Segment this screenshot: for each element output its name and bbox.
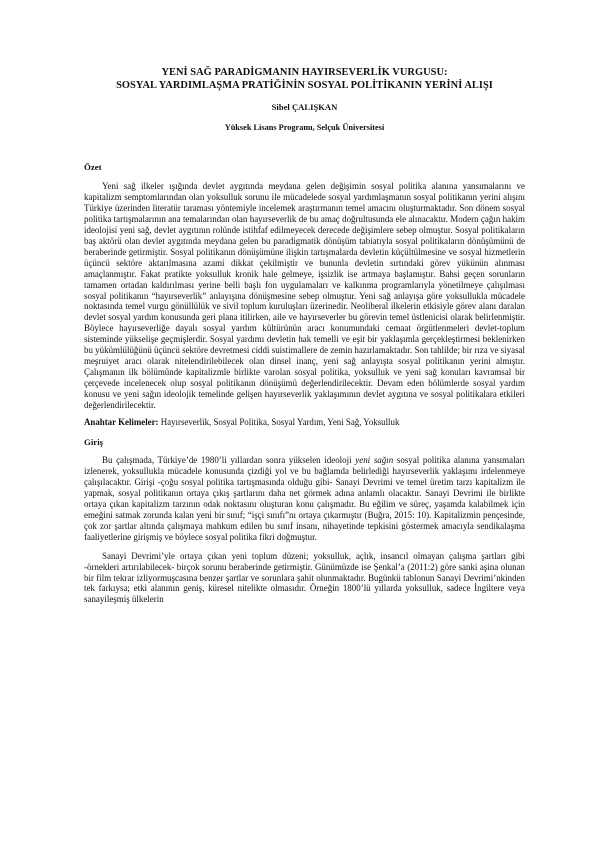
title-line-1: YENİ SAĞ PARADİGMANIN HAYIRSEVERLİK VURGUSU: bbox=[161, 67, 448, 78]
keywords-text: Hayırseverlik, Sosyal Politika, Sosyal Yardım, Yeni Sağ, Yoksulluk bbox=[160, 417, 400, 428]
paper-title bbox=[84, 66, 525, 92]
author-name: Sibel ÇALIŞKAN bbox=[271, 102, 338, 112]
keywords-label: Anahtar Kelimeler: bbox=[84, 417, 159, 428]
title-line-2: SOSYAL YARDIMLAŞMA PRATİĞİNİN SOSYAL POLİTİKANIN YERİNİ ALIŞI bbox=[116, 80, 493, 91]
paper-page bbox=[84, 66, 525, 605]
intro-heading: Giriş bbox=[84, 436, 104, 447]
intro-p1-start: Bu çalışmada, Türkiye’de 1980’li yıllardan sonra yükselen ideoloji bbox=[102, 454, 356, 465]
abstract-heading: Özet bbox=[84, 162, 102, 172]
author-affiliation: Yüksek Lisans Programı, Selçuk Üniversitesi bbox=[224, 123, 385, 132]
intro-paragraph-1 bbox=[84, 455, 525, 543]
abstract-text: Yeni sağ ilkeler ışığında devlet aygıtında meydana gelen değişimin sosyal politika alanına yansımalarını ve kapitalizm semptomlarından olan yoksulluk sorunu ile mücadelede sosyal yardımlaşmanın sosyal politikanın yerini alışını Türkiye üzerinden literatür taraması yöntemiyle incelemek araştırmanın temel amacını oluşturmaktadır. Son dönem sosyal politika tartışmalarının ana temalarından olan hayırseverlik de bu amaç doğrultusunda ele alınacaktır. Modern çağın hakim ideolojisi yeni sağ, devlet aygıtının rolünde istihfaf edilmeyecek derecede değişimlere sebep olmuştur. Sosyal politikaların baş aktörü olan devlet aygıtında meydana gelen bu paradigmatik dönüşüm tabiatıyla sosyal politikaların dönüşümünü de beraberinde getirmiştir. Sosyal politikanın dönüşümüne ilişkin tartışmalarda devletin küçültülmesine ve sosyal hizmetlerin üçüncü sektöre aktarılmasına azami dikkat çekilmiştir ve bununla devletin sırtındaki görev yükünün alınması amaçlanmıştır. Fakat pratikte yoksulluk kronik hale gelmeye, işsizlik ise artmaya başlamıştır. Bahsi geçen sorunların tamamen ortadan kaldırılması yerine belli başlı fon uygulamaları ve kalkınma programlarıyla yönetilmeye çalışılması sosyal politikanın “hayırseverlik” anlayışına dönüşmesine sebep olmuştur. Yeni sağ anlayışa göre yoksullukla mücadele noktasında temel vurgu gönüllülük ve sivil toplum kuruluşları üzerinedir. Neoliberal ilkelerin etkisiyle görev alanı daralan devlet sosyal yardım konusunda geri plana itilirken, aile ve hayırseverler bu görevin temel üstlenicisi olarak belirlenmiştir. Böylece hayırseverliğe dayalı sosyal yardım kültürünün aracı konumundaki cemaat örgütlenmeleri devlet-toplum sisteminde yükselişe geçmişlerdir. Sosyal yardımı devletin hak temelli ve eşit bir yaklaşımla gerçekleştirmesi beklenirken bu yükümlülüğünü üçüncü sektöre devretmesi ciddi suistimallere de zemin hazırlamaktadır. Son tahlilde; bir rıza ve siyasal meşruiyet aracı olarak nitelendirilebilecek olan dinsel inanç, yeni sağ anlayışta sosyal politikanın yerini almıştır. Çalışmanın ilk bölümünde kapitalizmle birlikte varolan sosyal politika, yoksulluk ve yeni sağ konuları kavramsal bir çerçevede incelenecek olup sosyal politikanın dönüşümü değerlendirilecektir. Devam eden bölümlerde sosyal yardım konusu ve yeni sağın ideolojik temelinde gelişen hayırseverlik yaklaşımının devlet aygıtına ve sosyal politikalara etkileri değerlendirilecektir. bbox=[84, 181, 525, 411]
intro-p1-italic: yeni sağın bbox=[355, 454, 394, 465]
intro-paragraph-2: Sanayi Devrimi’yle ortaya çıkan yeni toplum düzeni; yoksulluk, açlık, insancıl olmayan çalışma şartları gibi -örnekleri artırılabilecek- birçok sorunu beraberinde getirmiştir. Günümüzde ise Şenkal’a (2011:2) göre sanki aşina olunan bir film tekrar izliyormuşcasına benzer şartlar ve sorunlara şahit olunmaktadır. Bugünkü tablonun Sanayi Devrimi’nkinden tek farkıysa; etki alanının geniş, küresel nitelikte olmasıdır. Örneğin 1800’lü yıllarda yoksulluk, sadece İngiltere veya sanayileşmiş ülkelerin bbox=[84, 550, 525, 605]
keywords-line bbox=[84, 417, 525, 428]
intro-p1-rest: sosyal politika alanına yansımaları izlenerek, yoksullukla mücadele konusunda çizdiği yol ve bu bağlamda belirlediği hayırseverlik yaklaşımı irdelenmeye çalışılacaktır. Girişi -çoğu sosyal politika tartışmasında olduğu gibi- Sanayi Devrimi ve temel üretim tarzı kapitalizm ile yapmak, sosyal politikanın ortaya çıkış şartlarını daha net görmek adına anlamlı olacaktır. Sanayi Devrimi ile birlikte ortaya çıkan kapitalizm tarzının odak noktasını oluşturan konu çalışmadır. Bu eğilim ve süreç, yaşamda kalabilmek için emeğini satmak zorunda kalan yeni bir sınıf; “işçi sınıfı”nı ortaya çıkarmıştır (Buğra, 2015: 10). Kapitalizmin pençesinde, çok zor şartlar altında çalışmaya mahkum edilen bu sınıf insanı, nihayetinde tepkisini göstermek amacıyla sendikalaşma faaliyetlerine girişmiş ve böylece sosyal politika fikri doğmuştur. bbox=[84, 454, 525, 542]
